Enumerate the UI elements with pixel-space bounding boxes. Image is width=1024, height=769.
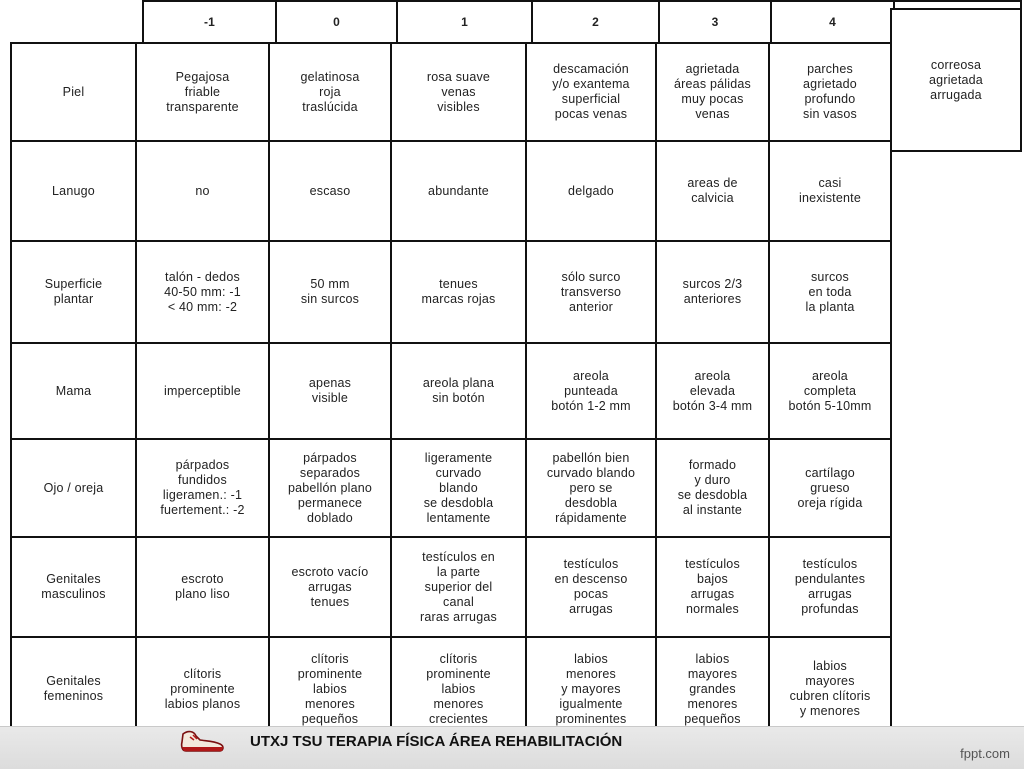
row-label: Ojo / oreja: [10, 438, 137, 538]
row-label: Mama: [10, 342, 137, 440]
table-cell: areola plana sin botón: [390, 342, 527, 440]
table-cell: párpados separados pabellón plano permanece doblado: [268, 438, 392, 538]
table-cell: areola completa botón 5-10mm: [768, 342, 892, 440]
shoe-icon: [180, 728, 226, 754]
row-label: Genitales masculinos: [10, 536, 137, 638]
table-cell: no: [135, 140, 270, 242]
score-header: 3: [658, 0, 772, 44]
table-cell: 50 mm sin surcos: [268, 240, 392, 344]
footer-bar: [0, 726, 1024, 769]
table-cell: delgado: [525, 140, 657, 242]
table-cell: escaso: [268, 140, 392, 242]
table-cell: clítoris prominente labios menores crecientes: [390, 636, 527, 726]
table-cell: labios menores y mayores igualmente prominentes: [525, 636, 657, 726]
table-cell: testículos bajos arrugas normales: [655, 536, 770, 638]
watermark: fppt.com: [960, 746, 1010, 761]
table-cell: cartílago grueso oreja rígida: [768, 438, 892, 538]
score-header: 0: [275, 0, 398, 44]
table-cell: surcos 2/3 anteriores: [655, 240, 770, 344]
table-cell: areola elevada botón 3-4 mm: [655, 342, 770, 440]
table-cell: imperceptible: [135, 342, 270, 440]
table-cell: escroto vacío arrugas tenues: [268, 536, 392, 638]
score-header: -1: [142, 0, 277, 44]
page-edge: [0, 38, 10, 726]
table-cell: areas de calvicia: [655, 140, 770, 242]
table-cell: clítoris prominente labios menores pequeños: [268, 636, 392, 726]
row-label: Superficie plantar: [10, 240, 137, 344]
table-cell: correosa agrietada arrugada: [890, 8, 1022, 152]
row-label: Piel: [10, 42, 137, 142]
table-cell: clítoris prominente labios planos: [135, 636, 270, 726]
score-header: 4: [770, 0, 895, 44]
table-cell: agrietada áreas pálidas muy pocas venas: [655, 42, 770, 142]
table-cell: pabellón bien curvado blando pero se desdobla rápidamente: [525, 438, 657, 538]
table-cell: apenas visible: [268, 342, 392, 440]
table-cell: Pegajosa friable transparente: [135, 42, 270, 142]
table-cell: labios mayores grandes menores pequeños: [655, 636, 770, 726]
table-cell: surcos en toda la planta: [768, 240, 892, 344]
table-cell: labios mayores cubren clítoris y menores: [768, 636, 892, 726]
table-cell: casi inexistente: [768, 140, 892, 242]
table-cell: abundante: [390, 140, 527, 242]
table-cell: testículos en la parte superior del canal raras arrugas: [390, 536, 527, 638]
table-cell: formado y duro se desdobla al instante: [655, 438, 770, 538]
table-cell: sólo surco transverso anterior: [525, 240, 657, 344]
table-cell: testículos pendulantes arrugas profundas: [768, 536, 892, 638]
table-cell: testículos en descenso pocas arrugas: [525, 536, 657, 638]
row-label: Lanugo: [10, 140, 137, 242]
score-header: 1: [396, 0, 533, 44]
footer-title: UTXJ TSU TERAPIA FÍSICA ÁREA REHABILITACIÓN: [250, 733, 623, 750]
row-label: Genitales femeninos: [10, 636, 137, 726]
table-cell: talón - dedos 40-50 mm: -1 < 40 mm: -2: [135, 240, 270, 344]
table-cell: rosa suave venas visibles: [390, 42, 527, 142]
table-cell: ligeramente curvado blando se desdobla lentamente: [390, 438, 527, 538]
score-header: 2: [531, 0, 660, 44]
table-cell: parches agrietado profundo sin vasos: [768, 42, 892, 142]
table-cell: párpados fundidos ligeramen.: -1 fuertement.: -2: [135, 438, 270, 538]
table-cell: tenues marcas rojas: [390, 240, 527, 344]
table-cell: escroto plano liso: [135, 536, 270, 638]
table-cell: gelatinosa roja traslúcida: [268, 42, 392, 142]
table-cell: areola punteada botón 1-2 mm: [525, 342, 657, 440]
table-cell: descamación y/o exantema superficial pocas venas: [525, 42, 657, 142]
